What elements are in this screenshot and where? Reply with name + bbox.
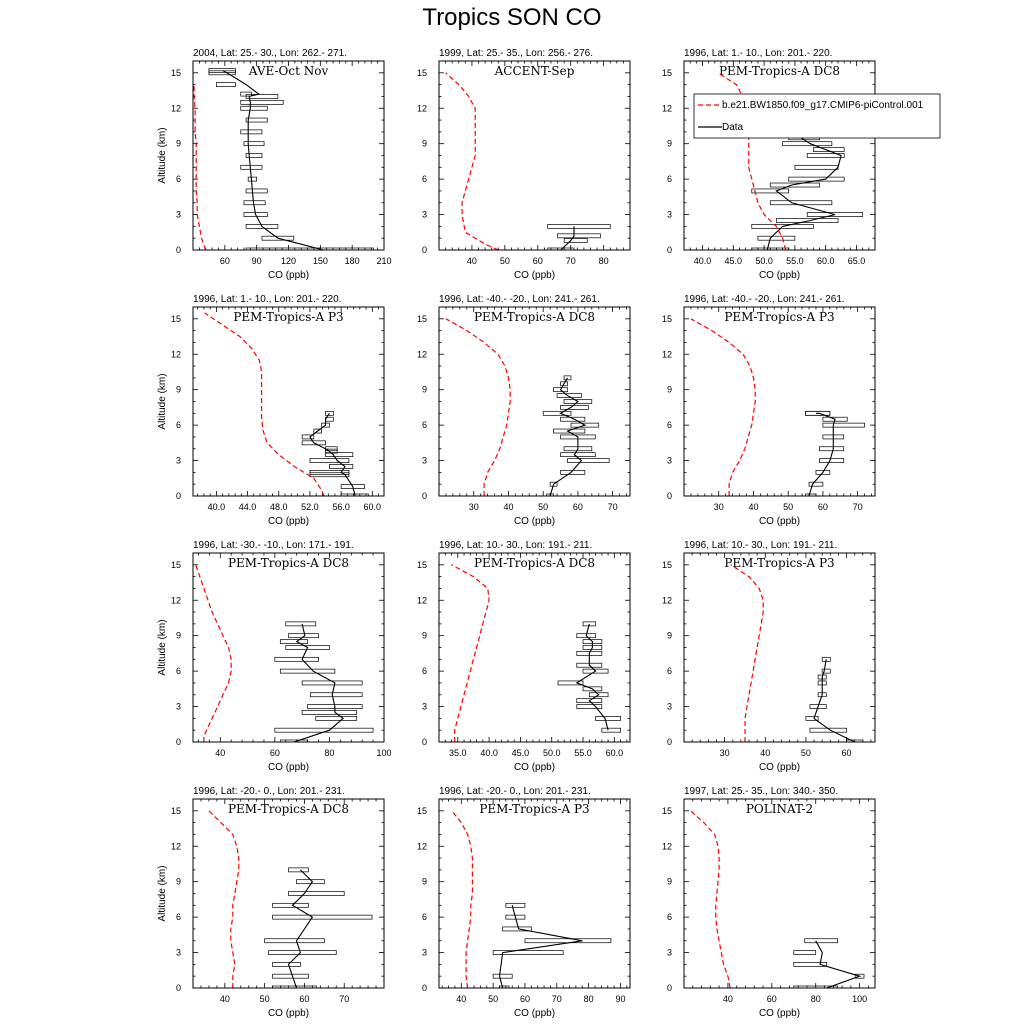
x-tick-label: 50: [800, 748, 811, 758]
panel-frame: [439, 61, 630, 250]
plot-area: [196, 565, 373, 744]
obs-series-line: [550, 378, 585, 496]
panel-frame: [684, 799, 875, 988]
panel-title: 2004, Lat: 25.- 30., Lon: 262.- 271.: [193, 48, 348, 59]
panel-3: [662, 48, 875, 281]
obs-range-bar: [493, 974, 512, 978]
obs-range-bar: [809, 482, 823, 486]
obs-range-bar: [567, 459, 609, 463]
x-tick-label: 40: [722, 994, 733, 1004]
y-tick-label: 12: [416, 595, 427, 606]
campaign-label: PEM-Tropics-A P3: [479, 802, 590, 816]
panel-frame: [684, 307, 875, 496]
panel-title: 1996, Lat: -40.- -20., Lon: 241.- 261.: [439, 294, 600, 305]
obs-range-bar: [758, 236, 795, 240]
obs-range-bar: [506, 903, 525, 907]
y-tick-label: 0: [175, 983, 181, 993]
x-axis-label: CO (ppb): [758, 762, 801, 773]
y-tick-label: 12: [416, 103, 427, 114]
plot-area: [452, 811, 611, 990]
panel-frame: [193, 61, 384, 250]
obs-series-line: [294, 624, 343, 742]
x-tick-label: 60: [219, 256, 230, 266]
y-tick-label: 0: [666, 983, 672, 993]
obs-range-bar: [819, 447, 843, 451]
y-tick-label: 9: [175, 384, 181, 395]
y-tick-label: 3: [666, 947, 672, 958]
plot-area: [446, 319, 609, 498]
x-tick-label: 70: [551, 994, 562, 1004]
obs-range-bar: [246, 154, 262, 158]
y-tick-label: 9: [666, 630, 672, 641]
obs-range-bar: [316, 716, 357, 720]
y-tick-label: 3: [666, 209, 672, 220]
x-tick-label: 60: [817, 502, 828, 512]
x-tick-label: 60: [532, 256, 543, 266]
y-tick-label: 15: [661, 313, 672, 324]
panel-8: [417, 540, 630, 773]
x-tick-label: 90: [251, 256, 262, 266]
y-tick-label: 9: [666, 876, 672, 887]
y-tick-label: 15: [170, 313, 181, 324]
x-axis-label: CO (ppb): [267, 270, 310, 281]
legend-obs-label: Data: [722, 122, 744, 133]
model-series-line: [196, 565, 232, 742]
obs-range-bar: [273, 962, 301, 966]
y-tick-label: 0: [421, 491, 427, 501]
y-axis-label: Altitude (km): [157, 619, 168, 676]
obs-range-bar: [302, 710, 357, 714]
obs-range-bar: [289, 892, 345, 896]
obs-range-bar: [310, 459, 349, 463]
x-axis-label: CO (ppb): [758, 1008, 801, 1019]
obs-range-bar: [794, 951, 816, 955]
y-tick-label: 12: [416, 349, 427, 360]
panel-1: [157, 48, 392, 281]
x-tick-label: 44.0: [238, 502, 257, 512]
plot-area: [691, 319, 865, 498]
obs-range-bar: [326, 411, 334, 415]
y-tick-label: 15: [416, 313, 427, 324]
panel-frame: [193, 553, 384, 742]
x-tick-label: 65.0: [847, 256, 866, 266]
x-axis-label: CO (ppb): [267, 762, 310, 773]
obs-range-bar: [216, 83, 235, 87]
obs-range-bar: [280, 640, 307, 644]
y-tick-label: 9: [666, 384, 672, 395]
obs-range-bar: [596, 716, 621, 720]
panel-10: [157, 786, 384, 1019]
y-axis-label: Altitude (km): [157, 127, 168, 184]
panel-6: [662, 294, 875, 527]
y-tick-label: 3: [175, 701, 181, 712]
x-tick-label: 52.0: [301, 502, 319, 512]
campaign-label: PEM-Tropics-A P3: [233, 310, 344, 324]
x-tick-label: 55.0: [786, 256, 804, 266]
obs-range-bar: [289, 868, 309, 872]
y-tick-label: 6: [666, 174, 672, 185]
y-tick-label: 12: [170, 595, 181, 606]
obs-range-bar: [561, 417, 585, 421]
x-tick-label: 70: [339, 994, 350, 1004]
obs-range-bar: [244, 201, 265, 205]
y-tick-label: 0: [421, 737, 427, 747]
x-tick-label: 60: [519, 994, 530, 1004]
x-tick-label: 80: [810, 994, 821, 1004]
y-tick-label: 6: [666, 912, 672, 923]
y-tick-label: 12: [661, 349, 672, 360]
panel-11: [417, 786, 630, 1019]
obs-range-bar: [561, 405, 589, 409]
obs-range-bar: [269, 951, 337, 955]
x-tick-label: 60: [766, 994, 777, 1004]
x-tick-label: 48.0: [269, 502, 288, 512]
y-tick-label: 15: [661, 805, 672, 816]
obs-series-line: [561, 226, 574, 250]
obs-range-bar: [776, 218, 838, 222]
x-tick-label: 60: [269, 748, 280, 758]
panel-frame: [684, 553, 875, 742]
y-tick-label: 0: [421, 245, 427, 255]
obs-range-bar: [241, 130, 262, 134]
obs-range-bar: [241, 100, 283, 104]
model-series-line: [452, 811, 473, 988]
obs-range-bar: [548, 224, 611, 228]
x-axis-label: CO (ppb): [513, 1008, 556, 1019]
figure-title: Tropics SON CO: [422, 4, 602, 31]
plot-area: [691, 811, 864, 990]
x-tick-label: 40: [748, 502, 759, 512]
y-tick-label: 6: [175, 174, 181, 185]
plot-area: [452, 565, 621, 742]
obs-range-bar: [543, 411, 571, 415]
y-tick-label: 12: [661, 841, 672, 852]
x-tick-label: 40: [503, 502, 514, 512]
panel-title: 1996, Lat: 1.- 10., Lon: 201.- 220.: [684, 48, 833, 59]
campaign-label: ACCENT-Sep: [494, 64, 575, 78]
y-tick-label: 6: [666, 666, 672, 677]
y-tick-label: 9: [421, 138, 427, 149]
plot-area: [209, 811, 372, 990]
y-tick-label: 3: [421, 455, 427, 466]
x-axis-label: CO (ppb): [513, 516, 556, 527]
obs-range-bar: [246, 189, 267, 193]
y-tick-label: 15: [416, 67, 427, 78]
y-tick-label: 12: [416, 841, 427, 852]
x-axis-label: CO (ppb): [513, 762, 556, 773]
obs-range-bar: [275, 657, 319, 661]
y-axis-label: Altitude (km): [157, 373, 168, 430]
x-tick-label: 60: [299, 994, 310, 1004]
obs-range-bar: [280, 669, 335, 673]
panel-title: 1996, Lat: -30.- -10., Lon: 171.- 191.: [193, 540, 354, 551]
y-tick-label: 0: [666, 737, 672, 747]
obs-range-bar: [265, 939, 325, 943]
x-tick-label: 40: [219, 994, 230, 1004]
y-tick-label: 3: [175, 455, 181, 466]
x-tick-label: 60.0: [605, 748, 624, 758]
campaign-label: PEM-Tropics-A P3: [724, 310, 835, 324]
y-tick-label: 9: [421, 384, 427, 395]
obs-series-line: [767, 132, 841, 250]
y-tick-label: 15: [416, 559, 427, 570]
obs-series-line: [289, 870, 313, 988]
y-tick-label: 6: [421, 420, 427, 431]
panel-title: 1996, Lat: 10.- 30., Lon: 191.- 211.: [684, 540, 838, 551]
y-tick-label: 6: [175, 420, 181, 431]
panel-title: 1999, Lat: 25.- 35., Lon: 256.- 276.: [439, 48, 594, 59]
obs-range-bar: [209, 68, 236, 72]
obs-range-bar: [248, 177, 256, 181]
x-axis-label: CO (ppb): [758, 270, 801, 281]
x-tick-label: 210: [376, 256, 392, 266]
y-tick-label: 9: [421, 630, 427, 641]
y-tick-label: 15: [661, 67, 672, 78]
x-tick-label: 40: [760, 748, 771, 758]
obs-range-bar: [310, 693, 362, 697]
y-tick-label: 3: [175, 947, 181, 958]
obs-range-bar: [286, 622, 316, 626]
panel-9: [662, 540, 875, 773]
obs-series-line: [814, 659, 855, 742]
panel-4: [157, 294, 384, 527]
legend: [694, 94, 940, 138]
obs-range-bar: [823, 423, 865, 427]
y-tick-label: 3: [666, 701, 672, 712]
campaign-label: PEM-Tropics-A DC8: [718, 64, 841, 78]
x-tick-label: 50.0: [755, 256, 773, 266]
x-tick-label: 80: [598, 256, 609, 266]
y-tick-label: 0: [421, 983, 427, 993]
y-tick-label: 3: [666, 455, 672, 466]
panel-2: [417, 48, 630, 281]
obs-range-bar: [558, 234, 601, 238]
x-tick-label: 55.0: [574, 748, 592, 758]
obs-series-line: [223, 71, 324, 251]
panel-frame: [684, 61, 875, 250]
panel-title: 1996, Lat: -20.- 0., Lon: 201.- 231.: [193, 786, 345, 797]
x-axis-label: CO (ppb): [513, 270, 556, 281]
x-tick-label: 70: [852, 502, 863, 512]
plot-area: [446, 73, 611, 252]
obs-series-line: [809, 413, 835, 496]
y-tick-label: 15: [661, 559, 672, 570]
x-tick-label: 80: [583, 994, 594, 1004]
obs-range-bar: [246, 118, 267, 122]
x-tick-label: 30: [713, 502, 724, 512]
obs-range-bar: [819, 459, 843, 463]
campaign-label: PEM-Tropics-A P3: [724, 556, 835, 570]
y-tick-label: 6: [175, 666, 181, 677]
panel-title: 1996, Lat: -20.- 0., Lon: 201.- 231.: [439, 786, 591, 797]
model-series-line: [691, 811, 731, 988]
campaign-label: PEM-Tropics-A DC8: [473, 556, 596, 570]
x-tick-label: 40.0: [480, 748, 498, 758]
campaign-label: PEM-Tropics-A DC8: [227, 802, 350, 816]
plot-area: [205, 313, 369, 498]
y-tick-label: 0: [175, 491, 181, 501]
x-tick-label: 60: [841, 748, 852, 758]
y-tick-label: 12: [661, 595, 672, 606]
panel-7: [157, 540, 392, 773]
model-series-line: [205, 313, 324, 496]
y-tick-label: 3: [421, 947, 427, 958]
campaign-label: PEM-Tropics-A DC8: [227, 556, 350, 570]
obs-series-line: [816, 941, 860, 988]
x-tick-label: 56.0: [332, 502, 350, 512]
panel-title: 1996, Lat: 1.- 10., Lon: 201.- 220.: [193, 294, 342, 305]
x-tick-label: 50: [538, 502, 549, 512]
y-tick-label: 9: [421, 876, 427, 887]
x-tick-label: 100: [376, 748, 392, 758]
x-tick-label: 50: [488, 994, 499, 1004]
panel-12: [662, 786, 875, 1019]
obs-range-bar: [564, 376, 571, 380]
campaign-label: PEM-Tropics-A DC8: [473, 310, 596, 324]
x-tick-label: 80: [324, 748, 335, 758]
panel-frame: [439, 307, 630, 496]
panel-frame: [193, 307, 384, 496]
obs-range-bar: [273, 974, 309, 978]
y-tick-label: 0: [666, 491, 672, 501]
y-tick-label: 0: [175, 737, 181, 747]
x-tick-label: 90: [615, 994, 626, 1004]
x-tick-label: 45.0: [724, 256, 743, 266]
obs-range-bar: [795, 165, 838, 169]
x-tick-label: 100: [852, 994, 868, 1004]
obs-range-bar: [273, 915, 372, 919]
x-tick-label: 40: [215, 748, 226, 758]
obs-range-bar: [805, 939, 838, 943]
x-tick-label: 60: [572, 502, 583, 512]
y-tick-label: 12: [170, 349, 181, 360]
obs-range-bar: [525, 939, 611, 943]
obs-range-bar: [770, 201, 832, 205]
x-tick-label: 40.0: [207, 502, 226, 512]
obs-range-bar: [244, 142, 264, 146]
x-tick-label: 70: [565, 256, 576, 266]
x-tick-label: 50: [783, 502, 794, 512]
x-tick-label: 40: [456, 994, 467, 1004]
y-tick-label: 9: [175, 876, 181, 887]
x-axis-label: CO (ppb): [758, 516, 801, 527]
panel-title: 1997, Lat: 25.- 35., Lon: 340.- 350.: [684, 786, 839, 797]
y-tick-label: 9: [175, 138, 181, 149]
campaign-label: POLINAT-2: [745, 802, 814, 816]
x-tick-label: 30: [719, 748, 730, 758]
x-axis-label: CO (ppb): [267, 516, 310, 527]
model-series-line: [446, 73, 499, 250]
x-tick-label: 60.0: [363, 502, 382, 512]
y-tick-label: 6: [421, 912, 427, 923]
obs-range-bar: [241, 165, 262, 169]
y-tick-label: 0: [175, 245, 181, 255]
model-series-line: [691, 319, 755, 496]
campaign-label: AVE-Oct Nov: [248, 64, 329, 78]
y-tick-label: 6: [421, 666, 427, 677]
x-tick-label: 50: [259, 994, 270, 1004]
obs-range-bar: [561, 453, 596, 457]
obs-series-line: [310, 413, 355, 496]
panel-frame: [439, 799, 630, 988]
x-tick-label: 40.0: [693, 256, 712, 266]
y-tick-label: 0: [666, 245, 672, 255]
obs-range-bar: [564, 239, 587, 243]
x-tick-label: 150: [312, 256, 328, 266]
x-tick-label: 70: [607, 502, 618, 512]
panel-title: 1996, Lat: 10.- 30., Lon: 191.- 211.: [439, 540, 593, 551]
x-tick-label: 180: [344, 256, 360, 266]
y-axis-label: Altitude (km): [157, 865, 168, 922]
y-tick-label: 3: [421, 701, 427, 712]
y-tick-label: 12: [661, 103, 672, 114]
obs-range-bar: [752, 189, 789, 193]
y-tick-label: 9: [175, 630, 181, 641]
x-tick-label: 45.0: [511, 748, 530, 758]
y-tick-label: 15: [416, 805, 427, 816]
model-series-line: [209, 811, 239, 988]
y-tick-label: 6: [666, 420, 672, 431]
y-tick-label: 9: [666, 138, 672, 149]
y-tick-label: 3: [175, 209, 181, 220]
obs-range-bar: [209, 71, 236, 75]
plot-area: [194, 68, 373, 252]
x-tick-label: 40: [466, 256, 477, 266]
x-axis-label: CO (ppb): [267, 1008, 310, 1019]
y-tick-label: 15: [170, 805, 181, 816]
x-tick-label: 35.0: [449, 748, 467, 758]
obs-range-bar: [241, 106, 268, 110]
obs-range-bar: [273, 903, 309, 907]
plot-area: [731, 565, 863, 744]
model-series-line: [731, 565, 764, 742]
obs-range-bar: [770, 183, 819, 187]
x-tick-label: 30: [468, 502, 479, 512]
y-tick-label: 6: [175, 912, 181, 923]
x-tick-label: 120: [280, 256, 297, 266]
legend-model-label: b.e21.BW1850.f09_g17.CMIP6-piControl.001: [722, 100, 924, 111]
x-tick-label: 50: [499, 256, 510, 266]
model-series-line: [452, 565, 490, 742]
y-tick-label: 15: [170, 67, 181, 78]
obs-range-bar: [329, 464, 352, 468]
y-tick-label: 15: [170, 559, 181, 570]
model-series-line: [194, 85, 206, 250]
obs-range-bar: [577, 705, 602, 709]
y-tick-label: 6: [421, 174, 427, 185]
panel-title: 1996, Lat: -40.- -20., Lon: 241.- 261.: [684, 294, 845, 305]
model-series-line: [446, 319, 510, 496]
y-tick-label: 3: [421, 209, 427, 220]
obs-range-bar: [602, 728, 621, 732]
x-tick-label: 60.0: [816, 256, 835, 266]
y-tick-label: 12: [170, 841, 181, 852]
panel-5: [417, 294, 630, 527]
y-tick-label: 12: [170, 103, 181, 114]
x-tick-label: 50.0: [542, 748, 561, 758]
